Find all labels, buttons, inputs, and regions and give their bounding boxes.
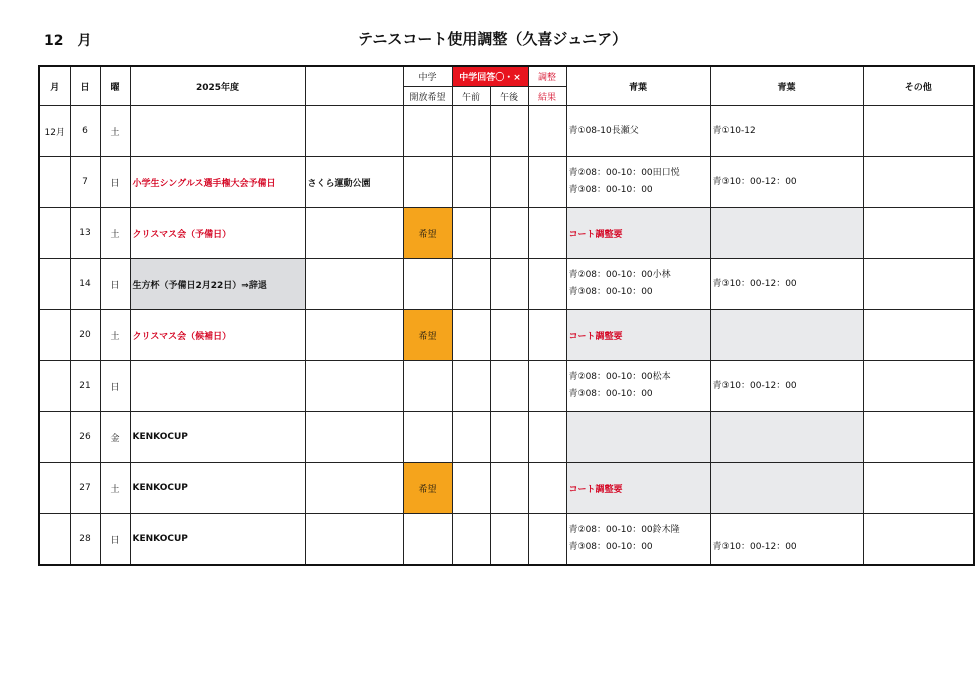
cell-place: さくら運動公園 (305, 157, 403, 208)
cell-jh-hope (403, 157, 452, 208)
cell-other (863, 310, 974, 361)
cell-other (863, 208, 974, 259)
cell-jh-pm (490, 412, 528, 463)
cell-aoba-2 (710, 514, 863, 566)
cell-month (39, 412, 70, 463)
cell-day: 21 (70, 361, 100, 412)
aoba-1-line: 青②08：00-10：00松本 (568, 372, 671, 382)
col-header-pm: 午後 (490, 87, 528, 106)
col-header-day: 日 (70, 66, 100, 106)
cell-jh-pm (490, 463, 528, 514)
cell-event: クリスマス会（予備日） (130, 208, 305, 259)
cell-adjust-result (528, 412, 566, 463)
cell-jh-pm (490, 514, 528, 566)
cell-aoba-2 (710, 106, 863, 157)
table-row (39, 463, 974, 514)
cell-place (305, 514, 403, 566)
cell-aoba-1 (566, 463, 710, 514)
cell-jh-hope (403, 514, 452, 566)
col-header-adjust-line1: 調整 (528, 66, 566, 87)
cell-weekday: 金 (100, 412, 130, 463)
aoba-2-line: 青③10：00-12：00 (712, 278, 797, 289)
aoba-1-line: 青①08-10長瀬父 (568, 125, 639, 136)
cell-event: 小学生シングルス選手権大会予備日 (130, 157, 305, 208)
cell-event (130, 106, 305, 157)
cell-other (863, 106, 974, 157)
cell-place (305, 361, 403, 412)
aoba-2-line (713, 429, 861, 446)
cell-day: 13 (70, 208, 100, 259)
cell-weekday: 日 (100, 514, 130, 566)
cell-jh-am (452, 412, 490, 463)
cell-aoba-1 (566, 208, 710, 259)
cell-adjust-result (528, 208, 566, 259)
aoba-2-line: 青③10：00-12：00 (712, 176, 797, 187)
cell-event: KENKOCUP (130, 412, 305, 463)
cell-adjust-result (528, 463, 566, 514)
aoba-1-line: 青③08：00-10：00 (568, 542, 653, 552)
aoba-1-line: コート調整要 (568, 229, 623, 240)
aoba-1-line: コート調整要 (568, 484, 623, 495)
schedule-table (38, 65, 975, 566)
cell-jh-hope (403, 259, 452, 310)
cell-aoba-1 (566, 106, 710, 157)
cell-aoba-1 (566, 412, 710, 463)
cell-weekday: 土 (100, 463, 130, 514)
aoba-2-line (713, 225, 861, 242)
aoba-2-line (713, 480, 861, 497)
cell-aoba-1 (566, 259, 710, 310)
cell-place (305, 310, 403, 361)
cell-jh-pm (490, 361, 528, 412)
aoba-2-line: 青③10：00-12：00 (712, 380, 797, 391)
cell-weekday: 土 (100, 310, 130, 361)
cell-aoba-1 (566, 310, 710, 361)
col-header-other: その他 (863, 66, 974, 106)
aoba-1-line: 青②08：00-10：00鈴木隆 (568, 525, 680, 535)
col-header-month: 月 (39, 66, 70, 106)
cell-other (863, 259, 974, 310)
month-title: 12 月 (44, 33, 92, 49)
cell-jh-am (452, 259, 490, 310)
cell-jh-pm (490, 259, 528, 310)
cell-aoba-2 (710, 310, 863, 361)
cell-jh-pm (490, 208, 528, 259)
table-row (39, 157, 974, 208)
cell-adjust-result (528, 106, 566, 157)
col-header-jh-line1: 中学 (403, 66, 452, 87)
aoba-2-line (713, 327, 861, 344)
cell-jh-hope (403, 361, 452, 412)
cell-event: クリスマス会（候補日） (130, 310, 305, 361)
cell-other (863, 157, 974, 208)
cell-day: 26 (70, 412, 100, 463)
cell-adjust-result (528, 259, 566, 310)
col-header-place (305, 66, 403, 106)
cell-weekday: 土 (100, 208, 130, 259)
cell-aoba-2 (710, 463, 863, 514)
cell-aoba-2 (710, 259, 863, 310)
table-row (39, 310, 974, 361)
cell-aoba-2 (710, 208, 863, 259)
cell-jh-am (452, 208, 490, 259)
col-header-adjust-line2: 結果 (528, 87, 566, 106)
table-row (39, 514, 974, 566)
cell-place (305, 106, 403, 157)
cell-weekday: 土 (100, 106, 130, 157)
col-header-aoba-1: 青葉 (566, 66, 710, 106)
cell-month (39, 514, 70, 566)
cell-adjust-result (528, 514, 566, 566)
cell-month (39, 310, 70, 361)
cell-jh-am (452, 157, 490, 208)
aoba-1-line: 青②08：00-10：00田口悦 (568, 168, 680, 178)
cell-aoba-1 (566, 514, 710, 566)
col-header-jh-line2: 開放希望 (403, 87, 452, 106)
cell-month (39, 259, 70, 310)
cell-jh-hope (403, 106, 452, 157)
col-header-jh-answer: 中学回答〇・× (452, 66, 528, 87)
aoba-1-line: 青③08：00-10：00 (568, 389, 653, 399)
cell-jh-pm (490, 310, 528, 361)
aoba-2-line: 青③10：00-12：00 (712, 542, 797, 552)
cell-event: 生方杯（予備日2月22日）⇒辞退 (130, 259, 305, 310)
cell-weekday: 日 (100, 361, 130, 412)
cell-adjust-result (528, 157, 566, 208)
cell-day: 20 (70, 310, 100, 361)
cell-event (130, 361, 305, 412)
cell-place (305, 259, 403, 310)
aoba-1-line: 青③08：00-10：00 (568, 287, 653, 297)
cell-jh-hope: 希望 (403, 208, 452, 259)
cell-adjust-result (528, 310, 566, 361)
cell-day: 6 (70, 106, 100, 157)
cell-weekday: 日 (100, 157, 130, 208)
cell-aoba-2 (710, 361, 863, 412)
cell-aoba-2 (710, 412, 863, 463)
cell-other (863, 463, 974, 514)
col-header-year: 2025年度 (130, 66, 305, 106)
cell-month (39, 208, 70, 259)
cell-jh-pm (490, 157, 528, 208)
cell-event: KENKOCUP (130, 514, 305, 566)
cell-day: 27 (70, 463, 100, 514)
cell-day: 28 (70, 514, 100, 566)
cell-day: 7 (70, 157, 100, 208)
table-row (39, 106, 974, 157)
cell-other (863, 514, 974, 566)
cell-other (863, 412, 974, 463)
table-row (39, 412, 974, 463)
cell-month: 12月 (39, 106, 70, 157)
aoba-2-line: 青①10-12 (712, 125, 756, 136)
table-row (39, 361, 974, 412)
cell-event: KENKOCUP (130, 463, 305, 514)
cell-jh-hope: 希望 (403, 463, 452, 514)
table-row (39, 259, 974, 310)
cell-month (39, 361, 70, 412)
cell-month (39, 463, 70, 514)
cell-other (863, 361, 974, 412)
cell-jh-am (452, 361, 490, 412)
cell-aoba-1 (566, 157, 710, 208)
col-header-am: 午前 (452, 87, 490, 106)
cell-place (305, 208, 403, 259)
aoba-1-line: 青③08：00-10：00 (568, 185, 653, 195)
table-row (39, 208, 974, 259)
cell-jh-pm (490, 106, 528, 157)
aoba-2-line (713, 522, 861, 539)
cell-jh-am (452, 106, 490, 157)
aoba-1-line: 青②08：00-10：00小林 (568, 270, 671, 280)
cell-place (305, 463, 403, 514)
cell-month (39, 157, 70, 208)
cell-place (305, 412, 403, 463)
cell-jh-hope: 希望 (403, 310, 452, 361)
aoba-1-line: コート調整要 (568, 331, 623, 342)
cell-adjust-result (528, 361, 566, 412)
cell-aoba-1 (566, 361, 710, 412)
cell-jh-am (452, 463, 490, 514)
cell-day: 14 (70, 259, 100, 310)
cell-weekday: 日 (100, 259, 130, 310)
cell-jh-hope (403, 412, 452, 463)
col-header-aoba-2: 青葉 (710, 66, 863, 106)
cell-aoba-2 (710, 157, 863, 208)
page-title: テニスコート使用調整（久喜ジュニア） (358, 30, 628, 48)
cell-jh-am (452, 310, 490, 361)
cell-jh-am (452, 514, 490, 566)
col-header-weekday: 曜 (100, 66, 130, 106)
